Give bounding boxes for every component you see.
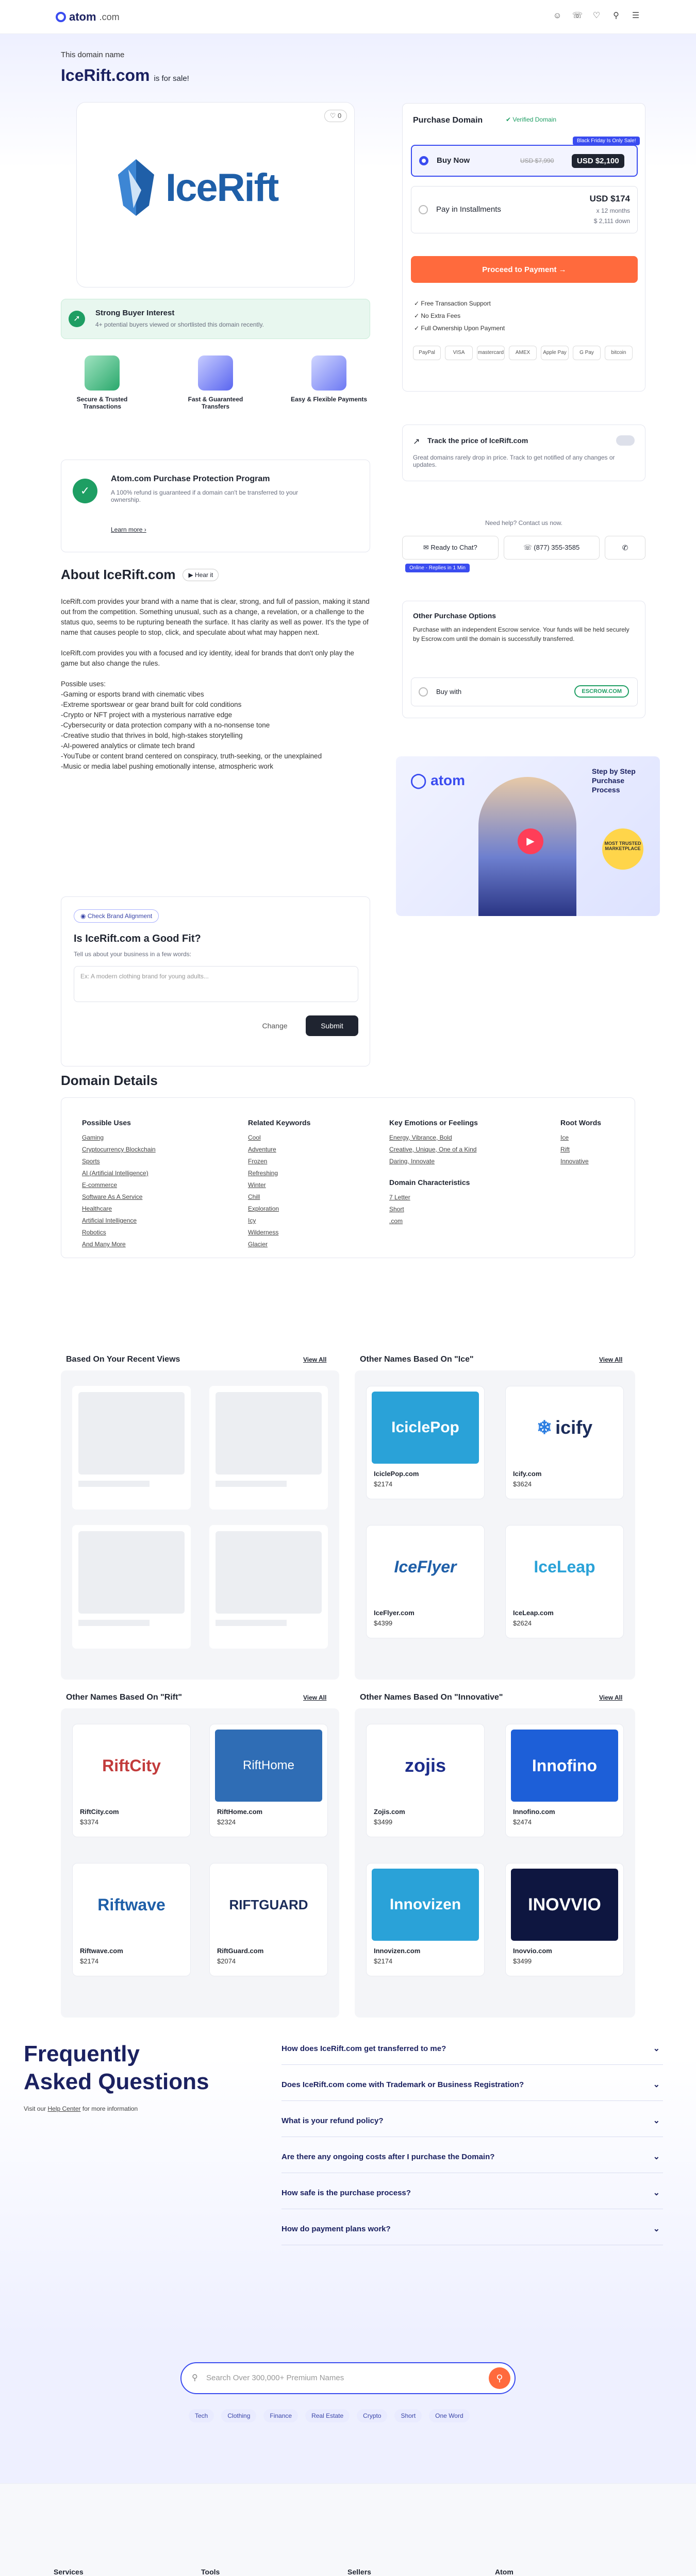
rifthome-logo: RiftHome <box>215 1730 322 1802</box>
footer-sellers-col <box>347 2568 417 2576</box>
protection-title: Atom.com Purchase Protection Program <box>111 474 270 483</box>
placeholder-card <box>72 1386 191 1510</box>
use-item: -Cybersecurity or data protection company with a no-nonsense tone <box>61 721 270 729</box>
purchase-process-video[interactable] <box>396 756 660 916</box>
use-link[interactable]: And Many More <box>82 1241 126 1248</box>
domain-card[interactable] <box>505 1525 624 1638</box>
ice-names-title: Other Names Based On "Ice" <box>360 1355 474 1364</box>
domain-card-price: $2474 <box>513 1818 532 1826</box>
interest-text: 4+ potential buyers viewed or shortlisted this domain recently. <box>95 321 264 328</box>
recent-views-panel <box>61 1370 339 1680</box>
protection-text: A 100% refund is guaranteed if a domain can't be transferred to your ownership. <box>111 489 299 503</box>
keyword-link[interactable]: Icy <box>248 1217 256 1224</box>
domain-card-name: Innofino.com <box>513 1808 555 1816</box>
domain-card-price: $3624 <box>513 1480 532 1488</box>
use-item: -Extreme sportswear or gear brand built for cold conditions <box>61 701 242 708</box>
possible-uses-title: Possible Uses <box>82 1118 131 1127</box>
iciclepop-logo: IciclePop <box>372 1392 479 1464</box>
phone-button[interactable]: ☏ (877) 355-3585 <box>504 536 600 560</box>
use-link[interactable]: E-commerce <box>82 1181 118 1189</box>
keyword-link[interactable]: Adventure <box>248 1146 276 1153</box>
chip-tech[interactable]: Tech <box>189 2409 214 2422</box>
domain-card[interactable] <box>366 1525 485 1638</box>
brand-fit-card <box>61 896 370 1066</box>
characteristic-link[interactable]: 7 Letter <box>389 1194 410 1201</box>
use-link[interactable]: Cryptocurrency Blockchain <box>82 1146 156 1153</box>
trusted-badge: MOST TRUSTED MARKETPLACE <box>602 828 643 870</box>
benefit-item: ✓ No Extra Fees <box>414 312 461 319</box>
transfer-cube-icon <box>198 355 233 391</box>
protection-card <box>61 460 370 552</box>
chevron-down-icon: ⌄ <box>653 2116 660 2125</box>
heart-icon[interactable]: ♡ <box>592 11 601 20</box>
installments-label: Pay in Installments <box>436 205 501 214</box>
logo-text: atom <box>69 10 96 23</box>
domain-card-price: $3499 <box>374 1818 393 1826</box>
google-pay-icon: G Pay <box>573 346 601 360</box>
domain-card[interactable] <box>505 1386 624 1499</box>
fit-title: Is IceRift.com a Good Fit? <box>74 933 201 944</box>
root-words-col <box>560 1118 622 1170</box>
use-item: -AI-powered analytics or climate tech brand <box>61 742 195 750</box>
recent-views-title: Based On Your Recent Views <box>66 1355 180 1364</box>
root-word-link[interactable]: Rift <box>560 1146 570 1153</box>
emotions-col <box>389 1118 498 1229</box>
track-title: Track the price of IceRift.com <box>427 436 528 445</box>
domain-card-name: RiftHome.com <box>217 1808 263 1816</box>
buy-now-option[interactable] <box>411 145 638 177</box>
rift-view-all-link[interactable]: View All <box>303 1694 327 1701</box>
uses-list <box>61 689 370 772</box>
chip-short[interactable]: Short <box>394 2409 422 2422</box>
innovative-view-all-link[interactable]: View All <box>599 1694 623 1701</box>
domain-card-price: $3499 <box>513 1957 532 1965</box>
domain-details-box <box>61 1097 635 1258</box>
domain-card[interactable] <box>209 1724 328 1837</box>
root-words-title: Root Words <box>560 1118 602 1127</box>
video-brand: ◯ atom <box>410 772 466 788</box>
innovative-names-panel <box>355 1708 635 2018</box>
learn-more-link[interactable]: Learn more › <box>111 526 146 533</box>
about-title: About IceRift.com <box>61 567 176 582</box>
buy-with-label: Buy with <box>436 688 462 696</box>
characteristics-title: Domain Characteristics <box>389 1178 470 1187</box>
use-link[interactable]: Robotics <box>82 1229 106 1236</box>
domain-card-name: IceLeap.com <box>513 1609 554 1617</box>
use-item: -Music or media label pushing emotionally intense, atmospheric work <box>61 762 273 770</box>
zojis-logo: zojis <box>372 1730 479 1802</box>
domain-card-name: RiftCity.com <box>80 1808 119 1816</box>
chip-finance[interactable]: Finance <box>263 2409 298 2422</box>
mastercard-icon: mastercard <box>477 346 505 360</box>
search-icon: ⚲ <box>192 2374 198 2382</box>
recent-view-all-link[interactable]: View All <box>303 1356 327 1363</box>
trending-icon: ➚ <box>69 311 85 327</box>
emotions-title: Key Emotions or Feelings <box>389 1118 478 1127</box>
use-item: -YouTube or content brand centered on conspiracy, truth-seeking, or the unexplained <box>61 752 322 760</box>
domain-card[interactable] <box>72 1724 191 1837</box>
about-paragraph-2: IceRift.com provides you with a focused and icy identity, ideal for brands that don't only play the game but also change the rules. <box>61 649 354 667</box>
domain-card-price: $3374 <box>80 1818 99 1826</box>
benefit-item: ✓ Full Ownership Upon Payment <box>414 325 505 332</box>
search-submit-icon[interactable]: ⚲ <box>489 2367 510 2389</box>
domain-card-price: $2624 <box>513 1619 532 1627</box>
use-link[interactable]: Software As A Service <box>82 1193 143 1200</box>
feature-fast <box>174 355 257 410</box>
footer-atom-title: Atom <box>495 2568 513 2576</box>
keyword-link[interactable]: Glacier <box>248 1241 268 1248</box>
domain-card-price: $4399 <box>374 1619 393 1627</box>
keyword-link[interactable]: Exploration <box>248 1205 279 1212</box>
domain-card[interactable] <box>366 1863 485 1976</box>
domain-card[interactable] <box>505 1724 624 1837</box>
radio-unselected-icon <box>419 687 428 697</box>
old-price: USD $7,990 <box>520 157 554 164</box>
faq-item[interactable]: How safe is the purchase process? ⌄ <box>281 2179 663 2209</box>
user-icon[interactable]: ☺ <box>553 11 562 20</box>
emotion-link[interactable]: Energy, Vibrance, Bold <box>389 1134 452 1141</box>
fit-subtitle: Tell us about your business in a few words: <box>74 951 192 958</box>
escrow-logo: ESCROW.COM <box>574 685 629 698</box>
logo-suffix: .com <box>99 11 120 22</box>
play-icon[interactable]: ▶ <box>518 828 543 854</box>
keywords-title: Related Keywords <box>248 1118 311 1127</box>
characteristic-link[interactable]: Short <box>389 1206 404 1213</box>
domain-card-price: $2324 <box>217 1818 236 1826</box>
track-text: Great domains rarely drop in price. Track to get notified of any changes or updates. <box>413 454 615 468</box>
ice-names-panel <box>355 1370 635 1680</box>
whatsapp-icon[interactable]: ✆ <box>605 536 645 560</box>
placeholder-card <box>72 1525 191 1649</box>
domain-logo-text: IceRift <box>165 165 278 210</box>
apple-pay-icon: Apple Pay <box>541 346 569 360</box>
ice-crystal-icon <box>113 159 159 216</box>
radio-selected-icon <box>419 156 428 165</box>
use-link[interactable]: Sports <box>82 1158 100 1165</box>
radio-unselected-icon <box>419 205 428 214</box>
verified-badge: ✔ Verified Domain <box>506 116 557 123</box>
trend-icon: ↗ <box>413 437 420 446</box>
emotion-link[interactable]: Daring, Innovate <box>389 1158 435 1165</box>
escrow-option[interactable] <box>411 677 638 706</box>
promo-badge: Black Friday Is Only Sale! <box>573 137 640 145</box>
atom-logo-icon <box>56 12 66 22</box>
credit-card-icon <box>311 355 346 391</box>
faq-item[interactable]: Are there any ongoing costs after I purchase the Domain? ⌄ <box>281 2143 663 2173</box>
faq-item[interactable]: How does IceRift.com get transferred to me? ⌄ <box>281 2035 663 2065</box>
faq-help-text: Visit our Help Center for more information <box>24 2105 138 2112</box>
use-link[interactable]: Healthcare <box>82 1205 112 1212</box>
submit-button[interactable]: Submit <box>306 1015 358 1036</box>
uses-title: Possible uses: <box>61 680 106 688</box>
ice-view-all-link[interactable]: View All <box>599 1356 623 1363</box>
characteristic-link[interactable]: .com <box>389 1217 403 1225</box>
faq-item[interactable]: How do payment plans work? ⌄ <box>281 2215 663 2245</box>
visa-icon: VISA <box>445 346 473 360</box>
chat-button[interactable]: ✉ Ready to Chat? <box>402 536 499 560</box>
chip-one-word[interactable]: One Word <box>429 2409 469 2422</box>
keyword-link[interactable]: Chill <box>248 1193 260 1200</box>
faq-title-line2: Asked Questions <box>24 2069 209 2094</box>
feature-secure <box>61 355 143 410</box>
buy-now-price: USD $2,100 <box>572 154 624 168</box>
domain-card-name: IceFlyer.com <box>374 1609 415 1617</box>
innovative-names-title: Other Names Based On "Innovative" <box>360 1693 503 1702</box>
other-purchase-text: Purchase with an independent Escrow service. Your funds will be held securely by Escrow.com until the domain is successfully transferred. <box>413 626 629 642</box>
feature-label: Easy & Flexible Payments <box>290 396 368 403</box>
domain-card-price: $2174 <box>374 1480 393 1488</box>
domain-card[interactable] <box>72 1863 191 1976</box>
riftwave-logo: Riftwave <box>78 1869 185 1941</box>
amex-icon: AMEX <box>509 346 537 360</box>
chevron-down-icon: ⌄ <box>653 2080 660 2089</box>
shield-check-icon <box>85 355 120 391</box>
domain-card-price: $2174 <box>374 1957 393 1965</box>
feature-label: Fast & Guaranteed Transfers <box>188 396 243 410</box>
about-body <box>61 597 370 772</box>
domain-card-name: Inovvio.com <box>513 1947 552 1955</box>
riftguard-logo: RIFTGUARD <box>215 1869 322 1941</box>
root-word-link[interactable]: Innovative <box>560 1158 589 1165</box>
other-purchase-title: Other Purchase Options <box>413 612 496 620</box>
domain-card-name: Zojis.com <box>374 1808 405 1816</box>
footer-services-col <box>54 2568 129 2576</box>
buy-now-label: Buy Now <box>437 156 470 165</box>
payment-methods <box>413 346 633 360</box>
domain-card[interactable] <box>505 1863 624 1976</box>
domain-card-price: $2074 <box>217 1957 236 1965</box>
benefits-list <box>414 297 505 334</box>
use-item: -Gaming or esports brand with cinematic vibes <box>61 690 204 698</box>
domain-card-price: $2174 <box>80 1957 99 1965</box>
domain-card[interactable] <box>366 1386 485 1499</box>
menu-icon[interactable]: ☰ <box>632 11 640 20</box>
headset-icon[interactable]: ☏ <box>572 11 583 20</box>
chevron-down-icon: ⌄ <box>653 2225 660 2233</box>
riftcity-logo: RiftCity <box>78 1730 185 1802</box>
iceflyer-logo: IceFlyer <box>372 1531 479 1603</box>
video-caption: Step by Step Purchase Process <box>592 767 636 794</box>
domain-logo-card <box>76 102 355 287</box>
innovizen-logo: Innovizen <box>372 1869 479 1941</box>
help-title: Need help? Contact us now. <box>485 519 563 527</box>
placeholder-card <box>209 1386 328 1510</box>
proceed-to-payment-button[interactable]: Proceed to Payment → <box>411 256 638 283</box>
footer-services-title: Services <box>54 2568 84 2576</box>
use-link[interactable]: Artificial Intelligence <box>82 1217 137 1224</box>
track-toggle[interactable] <box>616 435 635 446</box>
chevron-down-icon: ⌄ <box>653 2153 660 2161</box>
footer-tools-col <box>201 2568 279 2576</box>
domain-card-name: IciclePop.com <box>374 1470 419 1478</box>
help-center-link[interactable]: Help Center <box>47 2105 81 2112</box>
domain-card-name: Innovizen.com <box>374 1947 421 1955</box>
domain-card-name: RiftGuard.com <box>217 1947 264 1955</box>
domain-name: IceRift.com <box>61 66 150 84</box>
keywords-col <box>248 1118 372 1252</box>
keyword-link[interactable]: Cool <box>248 1134 261 1141</box>
use-item: -Crypto or NFT project with a mysterious narrative edge <box>61 711 233 719</box>
rift-names-panel <box>61 1708 339 2018</box>
paypal-icon: PayPal <box>413 346 441 360</box>
search-chips <box>189 2409 470 2422</box>
chip-clothing[interactable]: Clothing <box>221 2409 256 2422</box>
faq-title <box>24 2040 209 2096</box>
chevron-down-icon: ⌄ <box>653 2189 660 2197</box>
for-sale-text: is for sale! <box>154 74 189 83</box>
premium-search-input[interactable] <box>180 2362 516 2394</box>
installment-months: x 12 months <box>596 207 630 214</box>
innofino-logo: Innofino <box>511 1730 618 1802</box>
top-bar <box>0 0 696 34</box>
purchase-card <box>402 103 645 392</box>
use-link[interactable]: Gaming <box>82 1134 104 1141</box>
benefit-item: ✓ Free Transaction Support <box>414 300 491 307</box>
search-placeholder: Search Over 300,000+ Premium Names <box>206 2374 344 2382</box>
iceleap-logo: IceLeap <box>511 1531 618 1603</box>
domain-card[interactable] <box>209 1863 328 1976</box>
track-price-card <box>402 425 645 481</box>
chevron-down-icon: ⌄ <box>653 2044 660 2053</box>
footer-sellers-title: Sellers <box>347 2568 371 2576</box>
online-status-badge: Online - Replies in 1 Min <box>405 564 470 572</box>
atom-logo[interactable] <box>56 10 120 24</box>
domain-details-title: Domain Details <box>61 1073 158 1088</box>
keyword-link[interactable]: Wilderness <box>248 1229 279 1236</box>
business-description-input[interactable]: Ex: A modern clothing brand for young adults... <box>74 966 358 1002</box>
buyer-interest-banner <box>61 299 370 339</box>
keyword-link[interactable]: Frozen <box>248 1158 268 1165</box>
chip-crypto[interactable]: Crypto <box>357 2409 387 2422</box>
possible-uses-col <box>82 1118 216 1252</box>
purchase-title: Purchase Domain <box>413 116 483 125</box>
shield-icon: ✓ <box>73 479 97 503</box>
faq-item[interactable]: Does IceRift.com come with Trademark or Business Registration? ⌄ <box>281 2071 663 2101</box>
brand-alignment-badge: ◉ Check Brand Alignment <box>74 909 159 923</box>
faq-title-line1: Frequently <box>24 2041 140 2066</box>
interest-title: Strong Buyer Interest <box>95 309 175 317</box>
about-paragraph-1: IceRift.com provides your brand with a name that is clear, strong, and full of passion, making it stand out from the competition. Something unusual, such as a change, a revelation, or a challenge to the status quo, seems to be rupturing beneath the surface. It has clarity as well as power. It's the type of name that causes people to stop, click, and speculate about what may happen next. <box>61 598 370 636</box>
use-link[interactable]: AI (Artificial Intelligence) <box>82 1170 148 1177</box>
installment-price: USD $174 <box>589 194 630 204</box>
feature-label: Secure & Trusted Transactions <box>76 396 128 410</box>
chip-real-estate[interactable]: Real Estate <box>305 2409 350 2422</box>
domain-card-name: Riftwave.com <box>80 1947 123 1955</box>
domain-card[interactable] <box>366 1724 485 1837</box>
faq-item[interactable]: What is your refund policy? ⌄ <box>281 2107 663 2137</box>
feature-row <box>61 355 370 410</box>
rift-names-title: Other Names Based On "Rift" <box>66 1693 182 1702</box>
domain-label: This domain name <box>61 50 125 59</box>
hear-it-button[interactable]: ▶ Hear it <box>183 569 219 581</box>
bitcoin-icon: bitcoin <box>605 346 633 360</box>
change-button[interactable]: Change <box>249 1015 301 1036</box>
emotion-link[interactable]: Creative, Unique, One of a Kind <box>389 1146 477 1153</box>
installment-total: $ 2,111 down <box>593 217 630 225</box>
inovvio-logo: INOVVIO <box>511 1869 618 1941</box>
footer-tools-title: Tools <box>201 2568 220 2576</box>
placeholder-card <box>209 1525 328 1649</box>
root-word-link[interactable]: Ice <box>560 1134 569 1141</box>
feature-payments <box>288 355 370 410</box>
icify-logo: ❄ icify <box>511 1392 618 1464</box>
favorite-heart-icon[interactable]: ♡ 0 <box>324 110 347 122</box>
keyword-link[interactable]: Winter <box>248 1181 266 1189</box>
search-icon[interactable]: ⚲ <box>613 11 619 20</box>
domain-card-name: Icify.com <box>513 1470 542 1478</box>
footer <box>0 2483 696 2576</box>
keyword-link[interactable]: Refreshing <box>248 1170 278 1177</box>
footer-atom-col <box>495 2568 541 2576</box>
other-purchase-card <box>402 601 645 718</box>
use-item: -Creative studio that thrives in bold, high-stakes storytelling <box>61 732 243 739</box>
installments-option[interactable] <box>411 186 638 233</box>
